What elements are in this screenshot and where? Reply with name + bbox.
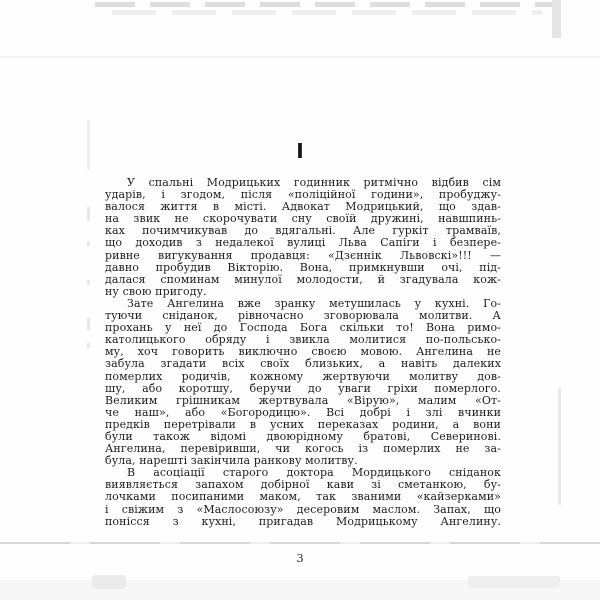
text-line: прохань у неї до Господа Бога скільки то! Вона римо- bbox=[105, 321, 501, 335]
text-line: далася споминам минулої молодости, й згадувала кож- bbox=[105, 272, 501, 286]
scan-artifact-top-dashes-secondary bbox=[112, 10, 542, 15]
text-line: В асоціації старого доктора Мордицького сніданок bbox=[127, 466, 501, 480]
text-line: ривне вигукування продавця: «Дзєннік Львовскі»!!! — bbox=[105, 248, 501, 262]
text-line: Великим грішникам жертвувала «Вірую», малим «От- bbox=[105, 393, 501, 407]
text-line: валося життя в місті. Адвокат Модрицький, що здав- bbox=[105, 200, 501, 214]
chapter-heading: І bbox=[296, 139, 304, 163]
text-line: че наш», або «Богородицю». Всі добрі і злі вчинки bbox=[105, 405, 501, 419]
text-line: понісся з кухні, пригадав Модрицькому Ангелину. bbox=[105, 514, 501, 528]
scan-artifact-left-tick bbox=[87, 241, 90, 246]
text-line: Зате Ангелина вже зранку метушилась у кухні. Го- bbox=[127, 296, 501, 310]
text-line: шу, або коротшу, беручи до уваги гріхи померлого. bbox=[105, 381, 501, 395]
text-line: Ангелина, перевіривши, чи когось із померлих не за- bbox=[105, 442, 501, 456]
scan-artifact-left-tick bbox=[87, 318, 90, 330]
text-block bbox=[105, 177, 501, 528]
scan-artifact-bottom-left-smudge bbox=[92, 575, 126, 589]
text-line: ударів, і згодом, після «поліційної години», пробуджу- bbox=[105, 188, 501, 202]
text-line: лочками посипаними маком, так званими «кайзерками» bbox=[105, 490, 501, 504]
text-line: давно пробудив Вікторію. Вона, примкнувши очі, під- bbox=[105, 260, 501, 274]
scan-artifact-bottom-band bbox=[0, 580, 600, 600]
scan-artifact-left-tick bbox=[87, 207, 90, 221]
scan-artifact-bottom-right-smudge bbox=[468, 576, 560, 588]
text-line: що доходив з недалекої вулиці Льва Сапіги і безпере- bbox=[105, 236, 501, 250]
text-line: му, хоч говорить виключно своєю мовою. Ангелина не bbox=[105, 345, 501, 359]
scan-artifact-lower-line bbox=[0, 542, 600, 544]
text-line: і свіжим з «Маслосоюзу» десеровим маслом. Запах, що bbox=[105, 502, 501, 516]
text-line: предків перетрівали в усних переказах родини, а вони bbox=[105, 417, 501, 431]
text-line: була, нарешті закінчила ранкову молитву. bbox=[105, 454, 358, 468]
text-line: У спальні Модрицьких годинник ритмічно відбив сім bbox=[127, 176, 501, 189]
text-line: туючи сніданок, рівночасно зговорювала молитви. А bbox=[105, 309, 501, 323]
text-line: ках почимчикував до вдягальні. Але гуркіт трамваїв, bbox=[105, 224, 501, 238]
text-line: забула згадати всіх своїх близьких, а навіть далеких bbox=[105, 357, 501, 371]
text-line: на звик не скорочувати сну своїй дружині, навшпинь- bbox=[105, 212, 501, 226]
page-number: 3 bbox=[296, 551, 304, 565]
text-line: ну свою пригоду. bbox=[105, 284, 207, 298]
scan-artifact-upper-line bbox=[0, 56, 600, 58]
scan-artifact-right-edge-line bbox=[558, 388, 561, 505]
scan-artifact-top-dashes bbox=[95, 2, 555, 7]
scan-artifact-left-tick bbox=[87, 280, 90, 285]
text-line: померлих родичів, кожному жертвуючи молитву дов- bbox=[105, 369, 501, 383]
scan-artifact-left-tick bbox=[87, 343, 90, 348]
text-line: виявляється запахом добірної кави зі сметанкою, бу- bbox=[105, 478, 501, 492]
text-line: були також відомі двоюрідному братові, Северинові. bbox=[105, 429, 501, 443]
text-line: католицького обряду і звикла молитися по-польсько- bbox=[105, 333, 501, 347]
scan-artifact-corner-mark bbox=[552, 0, 561, 38]
